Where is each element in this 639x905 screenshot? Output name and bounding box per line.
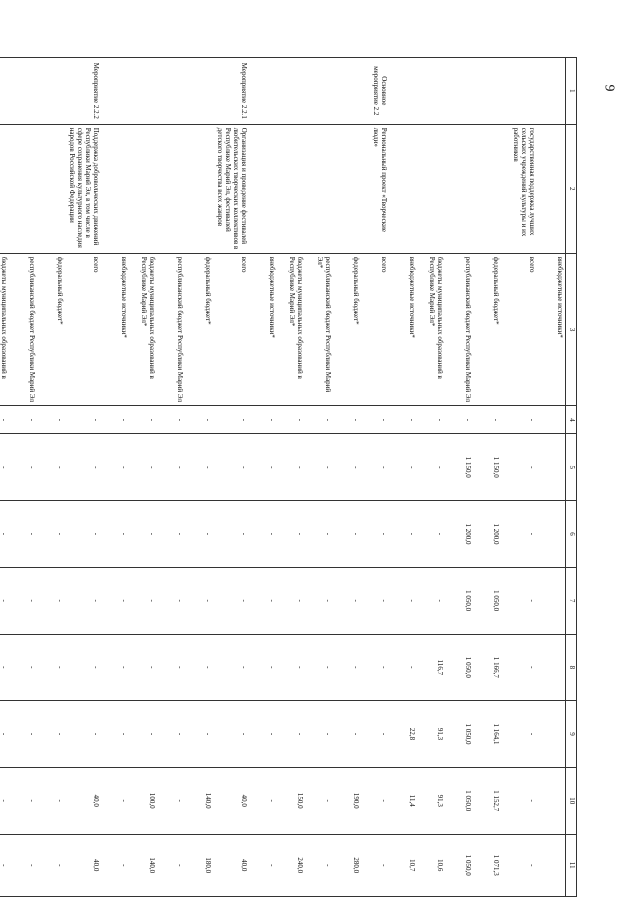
column-header-3: 3: [566, 253, 577, 406]
rotated-table-container: [0, 57, 577, 897]
cell-measure-name: государственная поддержка лучших сельских учреждений культуры и их работников: [501, 124, 537, 253]
cell-value-col-7: -: [213, 567, 249, 634]
cell-value-col-5: 1 150,0: [473, 434, 501, 501]
cell-measure-code: [501, 58, 537, 125]
cell-value-col-10: -: [101, 767, 129, 834]
cell-value-col-7: -: [0, 567, 9, 634]
cell-measure-code: [249, 58, 277, 125]
column-header-7: 7: [566, 567, 577, 634]
cell-value-col-5: -: [277, 434, 305, 501]
cell-value-col-6: 1 200,0: [473, 501, 501, 568]
cell-value-col-9: -: [0, 701, 9, 768]
cell-value-col-7: -: [417, 567, 445, 634]
cell-value-col-9: -: [157, 701, 185, 768]
cell-value-col-6: -: [157, 501, 185, 568]
cell-value-col-6: -: [129, 501, 157, 568]
cell-measure-name: [389, 124, 417, 253]
cell-measure-code: [473, 58, 501, 125]
cell-value-col-4: -: [333, 406, 361, 434]
cell-measure-code: [0, 58, 9, 125]
cell-value-col-11: -: [249, 834, 277, 896]
cell-value-col-5: -: [417, 434, 445, 501]
cell-measure-name: [0, 124, 9, 253]
cell-funding-source: бюджеты муниципальных образований в: [0, 253, 9, 406]
cell-value-col-7: -: [333, 567, 361, 634]
cell-funding-source: всего: [361, 253, 389, 406]
cell-value-col-11: -: [101, 834, 129, 896]
cell-value-col-5: -: [213, 434, 249, 501]
cell-value-col-8: -: [361, 634, 389, 701]
cell-value-col-8: -: [185, 634, 213, 701]
cell-measure-code: [389, 58, 417, 125]
column-header-1: 1: [566, 58, 577, 125]
cell-value-col-7: -: [277, 567, 305, 634]
cell-value-col-11: 10,7: [389, 834, 417, 896]
cell-value-col-8: [537, 634, 566, 701]
cell-value-col-5: -: [65, 434, 101, 501]
cell-value-col-6: -: [333, 501, 361, 568]
cell-value-col-9: [537, 701, 566, 768]
cell-value-col-11: -: [501, 834, 537, 896]
cell-value-col-10: [537, 767, 566, 834]
cell-measure-name: Организация и проведение фестивалей любительских творческих коллективов в Республике Марий Эл, фестивалей детского творчества всех жанров: [213, 124, 249, 253]
cell-value-col-9: -: [501, 701, 537, 768]
cell-measure-code: [185, 58, 213, 125]
column-header-9: 9: [566, 701, 577, 768]
cell-value-col-8: 1 166,7: [473, 634, 501, 701]
cell-measure-name: [417, 124, 445, 253]
cell-measure-name: [37, 124, 65, 253]
cell-measure-code: [129, 58, 157, 125]
cell-measure-code: [333, 58, 361, 125]
cell-value-col-10: 40,0: [65, 767, 101, 834]
cell-value-col-4: -: [389, 406, 417, 434]
table-row: [445, 58, 473, 897]
cell-value-col-4: -: [157, 406, 185, 434]
cell-value-col-6: -: [501, 501, 537, 568]
cell-value-col-4: -: [9, 406, 37, 434]
header-row: [566, 58, 577, 897]
cell-value-col-5: -: [185, 434, 213, 501]
cell-value-col-11: 1 071,3: [473, 834, 501, 896]
cell-value-col-5: -: [501, 434, 537, 501]
cell-value-col-8: -: [101, 634, 129, 701]
cell-value-col-5: -: [157, 434, 185, 501]
cell-value-col-8: -: [501, 634, 537, 701]
cell-funding-source: всего: [213, 253, 249, 406]
cell-funding-source: федеральный бюджет*: [185, 253, 213, 406]
cell-value-col-9: -: [37, 701, 65, 768]
table-row: [361, 58, 389, 897]
cell-value-col-6: -: [101, 501, 129, 568]
cell-value-col-6: -: [185, 501, 213, 568]
page-number: 9: [601, 84, 617, 92]
cell-measure-code: [277, 58, 305, 125]
table-row: [249, 58, 277, 897]
cell-value-col-4: -: [213, 406, 249, 434]
cell-value-col-9: -: [305, 701, 333, 768]
cell-value-col-7: -: [101, 567, 129, 634]
table-row: [537, 58, 566, 897]
cell-value-col-10: -: [37, 767, 65, 834]
cell-value-col-6: -: [389, 501, 417, 568]
cell-value-col-11: -: [9, 834, 37, 896]
cell-value-col-4: -: [473, 406, 501, 434]
table-row: [9, 58, 37, 897]
table-row: [473, 58, 501, 897]
cell-value-col-9: -: [101, 701, 129, 768]
cell-measure-name: [277, 124, 305, 253]
cell-value-col-8: -: [277, 634, 305, 701]
budget-table: [0, 57, 577, 897]
cell-measure-name: [249, 124, 277, 253]
column-header-5: 5: [566, 434, 577, 501]
table-row: [101, 58, 129, 897]
cell-value-col-4: -: [501, 406, 537, 434]
cell-value-col-6: -: [417, 501, 445, 568]
cell-value-col-5: -: [305, 434, 333, 501]
cell-value-col-7: -: [249, 567, 277, 634]
cell-value-col-7: -: [37, 567, 65, 634]
cell-value-col-9: -: [333, 701, 361, 768]
cell-value-col-7: -: [185, 567, 213, 634]
table-row: [213, 58, 249, 897]
cell-value-col-11: 140,0: [129, 834, 157, 896]
cell-value-col-5: -: [0, 434, 9, 501]
cell-value-col-8: -: [65, 634, 101, 701]
table-row: [305, 58, 333, 897]
cell-funding-source: внебюджетные источники*: [101, 253, 129, 406]
cell-value-col-7: -: [389, 567, 417, 634]
cell-measure-name: Поддержка добровольческих движений Республики Марий Эл, в том числе в сфере сохранения культурного наследия народов Российской Федерации: [65, 124, 101, 253]
cell-measure-code: [157, 58, 185, 125]
cell-measure-name: Региональный проект «Творческие люди»: [361, 124, 389, 253]
cell-measure-code: Мероприятие 2.2.2: [65, 58, 101, 125]
cell-measure-code: [9, 58, 37, 125]
cell-value-col-9: -: [129, 701, 157, 768]
table-row: [157, 58, 185, 897]
cell-value-col-8: 116,7: [417, 634, 445, 701]
cell-value-col-9: 1 164,1: [473, 701, 501, 768]
table-row: [65, 58, 101, 897]
cell-value-col-6: -: [277, 501, 305, 568]
cell-value-col-6: [537, 501, 566, 568]
cell-value-col-4: -: [185, 406, 213, 434]
cell-value-col-10: -: [0, 767, 9, 834]
cell-value-col-8: -: [0, 634, 9, 701]
cell-value-col-5: -: [249, 434, 277, 501]
cell-value-col-4: -: [277, 406, 305, 434]
cell-funding-source: всего: [501, 253, 537, 406]
cell-measure-code: [445, 58, 473, 125]
cell-value-col-5: -: [37, 434, 65, 501]
cell-value-col-9: 1 050,0: [445, 701, 473, 768]
cell-value-col-10: 91,3: [417, 767, 445, 834]
cell-value-col-11: 40,0: [65, 834, 101, 896]
cell-value-col-10: -: [501, 767, 537, 834]
cell-value-col-11: 10,6: [417, 834, 445, 896]
cell-funding-source: республиканский бюджет Республики Марий Эл: [9, 253, 37, 406]
cell-value-col-10: 150,0: [277, 767, 305, 834]
cell-value-col-5: -: [129, 434, 157, 501]
cell-measure-code: Основное мероприятие 2.2: [361, 58, 389, 125]
cell-value-col-5: -: [361, 434, 389, 501]
cell-value-col-9: -: [249, 701, 277, 768]
cell-measure-code: Мероприятие 2.2.1: [213, 58, 249, 125]
cell-value-col-6: -: [0, 501, 9, 568]
cell-measure-name: [9, 124, 37, 253]
cell-value-col-10: 11,4: [389, 767, 417, 834]
cell-value-col-4: -: [0, 406, 9, 434]
cell-value-col-8: -: [37, 634, 65, 701]
cell-value-col-7: -: [501, 567, 537, 634]
column-header-4: 4: [566, 406, 577, 434]
cell-measure-code: [537, 58, 566, 125]
cell-measure-code: [417, 58, 445, 125]
cell-value-col-10: 190,0: [333, 767, 361, 834]
cell-value-col-10: 100,0: [129, 767, 157, 834]
table-body: [0, 58, 566, 897]
table-row: [0, 58, 9, 897]
cell-value-col-11: -: [305, 834, 333, 896]
cell-value-col-9: 22,8: [389, 701, 417, 768]
cell-value-col-10: 1 050,0: [445, 767, 473, 834]
cell-funding-source: всего: [65, 253, 101, 406]
table-row: [277, 58, 305, 897]
cell-value-col-8: -: [213, 634, 249, 701]
cell-funding-source: внебюджетные источники*: [389, 253, 417, 406]
cell-funding-source: республиканский бюджет Республики Марий Эл: [445, 253, 473, 406]
cell-value-col-8: -: [129, 634, 157, 701]
cell-value-col-9: 91,3: [417, 701, 445, 768]
cell-value-col-7: [537, 567, 566, 634]
cell-value-col-4: -: [445, 406, 473, 434]
cell-funding-source: внебюджетные источники*: [537, 253, 566, 406]
cell-value-col-4: -: [65, 406, 101, 434]
cell-measure-name: [185, 124, 213, 253]
table-row: [389, 58, 417, 897]
cell-value-col-4: [537, 406, 566, 434]
cell-value-col-6: -: [361, 501, 389, 568]
cell-measure-name: [101, 124, 129, 253]
cell-value-col-6: -: [65, 501, 101, 568]
cell-measure-name: [305, 124, 333, 253]
column-header-2: 2: [566, 124, 577, 253]
cell-value-col-11: [537, 834, 566, 896]
cell-value-col-5: -: [101, 434, 129, 501]
cell-value-col-11: -: [361, 834, 389, 896]
table-row: [417, 58, 445, 897]
cell-value-col-7: -: [361, 567, 389, 634]
cell-value-col-10: -: [361, 767, 389, 834]
cell-measure-name: [129, 124, 157, 253]
cell-value-col-5: 1 150,0: [445, 434, 473, 501]
cell-value-col-4: -: [417, 406, 445, 434]
cell-value-col-8: -: [249, 634, 277, 701]
table-row: [501, 58, 537, 897]
cell-measure-name: [445, 124, 473, 253]
cell-value-col-10: -: [9, 767, 37, 834]
cell-value-col-11: 240,0: [277, 834, 305, 896]
cell-value-col-9: -: [361, 701, 389, 768]
cell-value-col-9: -: [213, 701, 249, 768]
cell-value-col-8: -: [305, 634, 333, 701]
cell-value-col-9: -: [65, 701, 101, 768]
cell-value-col-6: -: [305, 501, 333, 568]
cell-measure-code: [101, 58, 129, 125]
cell-measure-name: [473, 124, 501, 253]
cell-value-col-11: 180,0: [185, 834, 213, 896]
cell-value-col-5: -: [389, 434, 417, 501]
column-header-10: 10: [566, 767, 577, 834]
cell-value-col-4: -: [129, 406, 157, 434]
cell-value-col-7: 1 050,0: [445, 567, 473, 634]
cell-value-col-4: -: [361, 406, 389, 434]
cell-value-col-10: 40,0: [213, 767, 249, 834]
cell-value-col-11: -: [157, 834, 185, 896]
cell-value-col-6: -: [37, 501, 65, 568]
cell-funding-source: внебюджетные источники*: [249, 253, 277, 406]
cell-value-col-10: -: [249, 767, 277, 834]
cell-value-col-8: -: [157, 634, 185, 701]
cell-funding-source: федеральный бюджет*: [37, 253, 65, 406]
cell-value-col-11: 280,0: [333, 834, 361, 896]
cell-value-col-7: -: [129, 567, 157, 634]
cell-value-col-7: -: [157, 567, 185, 634]
cell-value-col-8: -: [333, 634, 361, 701]
cell-value-col-8: 1 050,0: [445, 634, 473, 701]
cell-value-col-9: -: [277, 701, 305, 768]
cell-value-col-7: -: [9, 567, 37, 634]
cell-value-col-7: -: [65, 567, 101, 634]
cell-funding-source: федеральный бюджет*: [333, 253, 361, 406]
cell-measure-name: [157, 124, 185, 253]
cell-funding-source: бюджеты муниципальных образований в Республике Марий Эл*: [277, 253, 305, 406]
cell-value-col-6: -: [213, 501, 249, 568]
cell-value-col-6: 1 200,0: [445, 501, 473, 568]
cell-value-col-7: -: [305, 567, 333, 634]
cell-value-col-11: -: [37, 834, 65, 896]
cell-value-col-6: -: [249, 501, 277, 568]
cell-value-col-10: -: [157, 767, 185, 834]
table-row: [185, 58, 213, 897]
column-header-11: 11: [566, 834, 577, 896]
cell-value-col-6: -: [9, 501, 37, 568]
cell-value-col-8: -: [389, 634, 417, 701]
table-row: [37, 58, 65, 897]
table-row: [129, 58, 157, 897]
cell-value-col-5: [537, 434, 566, 501]
cell-funding-source: федеральный бюджет*: [473, 253, 501, 406]
cell-value-col-4: -: [305, 406, 333, 434]
cell-funding-source: бюджеты муниципальных образований в Республике Марий Эл*: [417, 253, 445, 406]
cell-value-col-5: -: [333, 434, 361, 501]
cell-value-col-4: -: [249, 406, 277, 434]
cell-value-col-5: -: [9, 434, 37, 501]
cell-value-col-11: 40,0: [213, 834, 249, 896]
column-header-8: 8: [566, 634, 577, 701]
cell-value-col-4: -: [101, 406, 129, 434]
cell-value-col-11: -: [0, 834, 9, 896]
cell-value-col-10: 1 152,7: [473, 767, 501, 834]
cell-value-col-11: 1 050,0: [445, 834, 473, 896]
cell-value-col-9: -: [185, 701, 213, 768]
cell-funding-source: республиканский бюджет Республики Марий Эл*: [305, 253, 333, 406]
cell-funding-source: бюджеты муниципальных образований в Республике Марий Эл*: [129, 253, 157, 406]
cell-measure-name: [333, 124, 361, 253]
cell-measure-code: [305, 58, 333, 125]
cell-value-col-9: -: [9, 701, 37, 768]
cell-value-col-7: 1 050,0: [473, 567, 501, 634]
column-header-6: 6: [566, 501, 577, 568]
cell-measure-name: [537, 124, 566, 253]
cell-measure-code: [37, 58, 65, 125]
cell-value-col-10: 140,0: [185, 767, 213, 834]
cell-value-col-4: -: [37, 406, 65, 434]
table-row: [333, 58, 361, 897]
cell-value-col-10: -: [305, 767, 333, 834]
cell-funding-source: республиканский бюджет Республики Марий Эл: [157, 253, 185, 406]
cell-value-col-8: -: [9, 634, 37, 701]
